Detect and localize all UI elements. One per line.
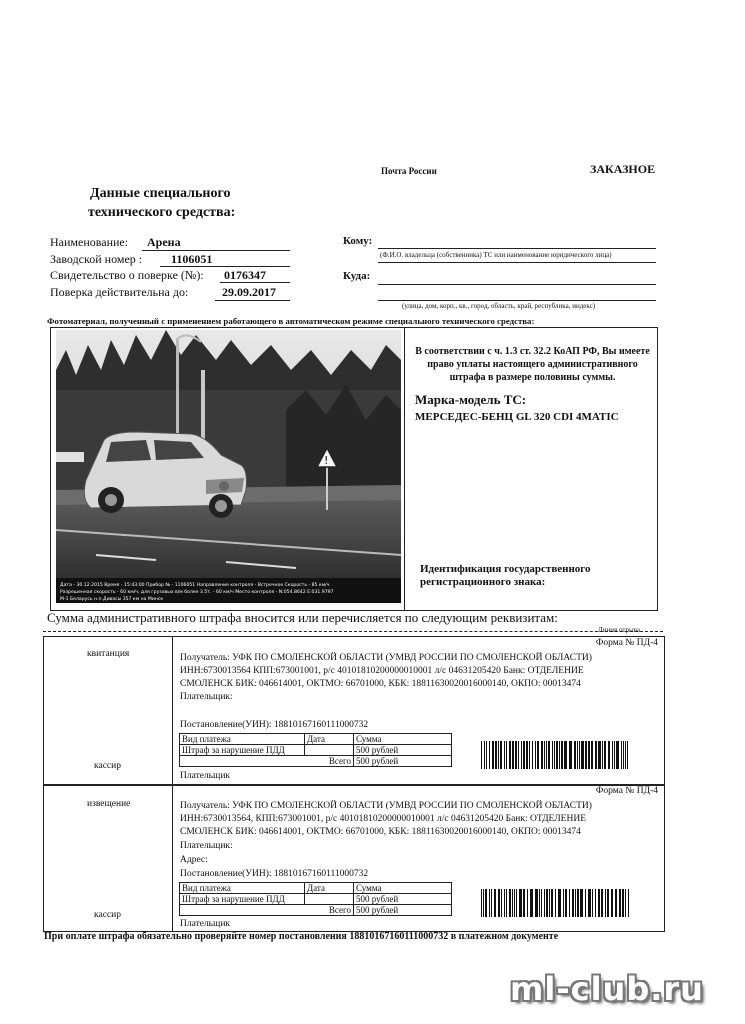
barcode-bar: [509, 889, 511, 917]
col-sum: Сумма: [354, 883, 452, 894]
barcode-bar: [591, 741, 593, 769]
traffic-camera-photo: [56, 330, 401, 603]
barcode-bar: [546, 889, 548, 917]
overlay-line-3: М-1 Беларусь н.п.Дивасы 357 км на Минск: [60, 597, 164, 602]
cashier-label: кассир: [94, 910, 121, 920]
barcode-bar: [619, 889, 621, 917]
barcode-bar: [625, 741, 626, 769]
barcode-bar: [527, 889, 528, 917]
barcode-bar: [595, 741, 597, 769]
svg-text:!: !: [324, 454, 329, 467]
address-label: Адрес:: [180, 855, 208, 865]
overlay-line-2: Разрешенная скорость - 60 км/ч, для грузовых в/м более 3.5т. - 60 км/ч Место контроля - N:054.8642 E:031.9797: [60, 590, 334, 595]
cashier-label: кассир: [94, 761, 121, 771]
name-value: Арена: [147, 235, 181, 249]
col-type: Вид платежа: [180, 734, 305, 745]
barcode-bar: [518, 741, 519, 769]
barcode-bar: [506, 889, 507, 917]
fine-row-label: Штраф за нарушение ПДД: [180, 745, 305, 756]
barcode-bar: [579, 741, 580, 769]
barcode-bar: [529, 741, 530, 769]
barcode-bar: [580, 889, 583, 917]
fine-row-sum: 500 рублей: [354, 745, 452, 756]
barcode-bar: [615, 889, 617, 917]
barcode-bar: [601, 889, 603, 917]
watermark: ml-club.ru: [510, 970, 704, 1008]
col-sum: Сумма: [354, 734, 452, 745]
col-date: Дата: [305, 883, 354, 894]
barcode: [481, 741, 631, 769]
col-type: Вид платежа: [180, 883, 305, 894]
model-label: Марка-модель ТС:: [415, 392, 527, 407]
vehicle-info: [415, 345, 650, 423]
barcode-bar: [535, 889, 538, 917]
barcode-bar: [494, 889, 496, 917]
barcode-bar: [627, 741, 628, 769]
notice-label: извещение: [87, 799, 131, 809]
barcode-bar: [595, 889, 596, 917]
photo-caption: Фотоматериал, полученный с применением работающего в автоматическом режиме специального технического средства:: [47, 316, 535, 326]
barcode-bar: [541, 741, 543, 769]
barcode-bar: [588, 889, 591, 917]
barcode-bar: [588, 741, 590, 769]
barcode-bar: [521, 741, 522, 769]
barcode-bar: [611, 889, 613, 917]
barcode-bar: [577, 889, 579, 917]
barcode-bar: [549, 889, 550, 917]
barcode-bar: [483, 889, 484, 917]
recipient-line: Получатель: УФК ПО СМОЛЕНСКОЙ ОБЛАСТИ (УМВД РОССИИ ПО СМОЛЕНСКОЙ ОБЛАСТИ): [180, 801, 592, 811]
resolution-line: Постановление(УИН): 18810167160111000732: [180, 720, 369, 730]
barcode-bar: [491, 889, 492, 917]
barcode-bar: [506, 741, 507, 769]
total-sum: 500 рублей: [354, 905, 452, 916]
barcode-bar: [519, 889, 522, 917]
valid-label: Поверка действительна до:: [50, 285, 189, 299]
barcode-bar: [569, 741, 572, 769]
barcode-bar: [544, 889, 545, 917]
total-label: Всего: [180, 756, 354, 767]
barcode-bar: [515, 741, 517, 769]
fine-row-label: Штраф за нарушение ПДД: [180, 894, 305, 905]
form-number: Форма № ПД-4: [595, 638, 658, 648]
receipt-label: квитанция: [87, 649, 130, 659]
barcode-bar: [484, 741, 485, 769]
sum-line: Сумма административного штрафа вносится или перечисляется по следующим реквизитам:: [47, 610, 558, 625]
barcode-bar: [605, 889, 606, 917]
total-label: Всего: [180, 905, 354, 916]
barcode-bar: [577, 741, 578, 769]
barcode-bar: [495, 741, 497, 769]
barcode-bar: [569, 889, 570, 917]
barcode-bar: [581, 741, 584, 769]
plate-label: Идентификация государственного регистрационного знака:: [420, 563, 591, 588]
receipt-form: [43, 636, 665, 786]
barcode-bar: [625, 889, 626, 917]
barcode-bar: [535, 741, 536, 769]
barcode-bar: [551, 889, 553, 917]
valid-value: 29.09.2017: [222, 285, 276, 299]
total-sum: 500 рублей: [354, 756, 452, 767]
barcode-bar: [489, 889, 490, 917]
barcode-bar: [602, 741, 603, 769]
heading-line-2: технического средства:: [88, 205, 236, 220]
details-line-2: СМОЛЕНСК БИК: 046614001, ОКТМО: 66701000, КБК: 18811630020016000140, ОКПО: 00013474: [180, 827, 581, 837]
payment-table: [179, 882, 452, 916]
barcode-bar: [559, 741, 560, 769]
barcode-bar: [554, 741, 555, 769]
barcode-bar: [539, 889, 540, 917]
barcode-bar: [498, 741, 499, 769]
where-label: Куда:: [343, 270, 371, 282]
barcode-bar: [563, 889, 564, 917]
barcode-bar: [523, 889, 525, 917]
details-line-1: ИНН:6730013564 КПП:673001001, р/с 40101810200000010001 л/с 04631205420 Банк: ОТДЕЛЕНИЕ: [180, 666, 584, 676]
barcode-bar: [498, 889, 500, 917]
barcode-bar: [607, 889, 609, 917]
bottom-note: При оплате штрафа обязательно проверяйте номер постановления 18810167160111000732 в платежном документе: [44, 931, 559, 942]
barcode-bar: [512, 889, 513, 917]
barcode-bar: [526, 741, 528, 769]
barcode-bar: [514, 889, 515, 917]
payer-label: Плательщик:: [180, 692, 233, 702]
barcode-bar: [509, 741, 511, 769]
barcode-bar: [500, 741, 502, 769]
serial-label: Заводской номер :: [50, 252, 143, 266]
barcode-bar: [537, 741, 539, 769]
payer-bottom: Плательщик: [180, 771, 231, 781]
barcode-bar: [481, 741, 482, 769]
barcode-bar: [548, 741, 550, 769]
barcode-bar: [558, 889, 561, 917]
fine-row-sum: 500 рублей: [354, 894, 452, 905]
barcode-bar: [564, 741, 567, 769]
recipient-line: Получатель: УФК ПО СМОЛЕНСКОЙ ОБЛАСТИ (УМВД РОССИИ ПО СМОЛЕНСКОЙ ОБЛАСТИ): [180, 653, 592, 663]
barcode-bar: [544, 741, 545, 769]
barcode-bar: [561, 741, 563, 769]
barcode-bar: [512, 741, 514, 769]
barcode-bar: [489, 741, 490, 769]
post-label: Почта России: [381, 166, 437, 176]
barcode-bar: [501, 889, 502, 917]
barcode-bar: [574, 741, 576, 769]
barcode-bar: [585, 741, 587, 769]
form-number: Форма № ПД-4: [595, 786, 658, 796]
barcode-bar: [516, 889, 517, 917]
barcode: [481, 889, 631, 917]
barcode-bar: [481, 889, 482, 917]
barcode-bar: [622, 889, 624, 917]
barcode-bar: [492, 741, 494, 769]
barcode-bar: [546, 741, 547, 769]
barcode-bar: [575, 889, 576, 917]
cut-line-label: Линия отрыва: [598, 626, 641, 634]
cert-value: 0176347: [224, 268, 266, 282]
serial-value: 1106051: [171, 252, 213, 266]
barcode-bar: [621, 741, 622, 769]
barcode-bar: [485, 889, 487, 917]
notice-form: [43, 784, 665, 932]
barcode-bar: [598, 741, 601, 769]
barcode-bar: [565, 889, 567, 917]
barcode-bar: [541, 889, 542, 917]
where-hint: (улица, дом, корп., кв., город, область, край, республика, индекс): [402, 302, 596, 310]
model-value: МЕРСЕДЕС-БЕНЦ GL 320 CDI 4MATIC: [415, 411, 619, 423]
details-line-2: СМОЛЕНСК БИК: 046614001, ОКТМО: 66701000, КБК: 18811630020016000140, ОКПО: 00013474: [180, 679, 581, 689]
barcode-bar: [604, 741, 606, 769]
barcode-bar: [608, 741, 610, 769]
barcode-bar: [616, 741, 619, 769]
barcode-bar: [614, 741, 615, 769]
barcode-bar: [530, 889, 533, 917]
to-hint: (Ф.И.О. владельца (собственника) ТС или наименование юридического лица): [380, 251, 612, 259]
barcode-bar: [504, 889, 505, 917]
barcode-bar: [504, 741, 505, 769]
barcode-bar: [532, 741, 533, 769]
discount-text: В соответствии с ч. 1.3 ст. 32.2 КоАП РФ, Вы имеете право уплаты настоящего административного штрафа в размере половины суммы.: [415, 346, 650, 383]
barcode-bar: [556, 741, 558, 769]
to-label: Кому:: [343, 235, 373, 247]
cert-label: Свидетельство о поверке (№):: [50, 268, 204, 282]
overlay-line-1: Дата - 30.12.2015 Время - 15:43:00 Прибор № - 1106051 Направление контроля - Встречное Скорость - 85 км/ч: [60, 583, 330, 588]
details-line-1: ИНН:6730013564, КПП:673001001, р/с 40101810200000010001 л/с 04631205420 Банк: ОТДЕЛЕНИЕ: [180, 814, 586, 824]
barcode-bar: [572, 889, 574, 917]
payment-table: [179, 733, 452, 767]
resolution-line: Постановление(УИН): 18810167160111000732: [180, 869, 369, 879]
barcode-bar: [585, 889, 586, 917]
device-heading: [88, 184, 288, 222]
heading-line-1: Данные специального: [90, 186, 231, 201]
barcode-bar: [623, 741, 624, 769]
col-date: Дата: [305, 734, 354, 745]
payer-label: Плательщик:: [180, 841, 233, 851]
barcode-bar: [486, 741, 487, 769]
barcode-bar: [628, 889, 629, 917]
barcode-bar: [523, 741, 525, 769]
barcode-bar: [552, 741, 553, 769]
barcode-bar: [592, 889, 593, 917]
barcode-bar: [612, 741, 613, 769]
barcode-bar: [555, 889, 556, 917]
registered-label: ЗАКАЗНОЕ: [590, 162, 656, 176]
name-label: Наименование:: [50, 235, 129, 249]
payer-bottom: Плательщик: [180, 919, 231, 929]
barcode-bar: [598, 889, 600, 917]
